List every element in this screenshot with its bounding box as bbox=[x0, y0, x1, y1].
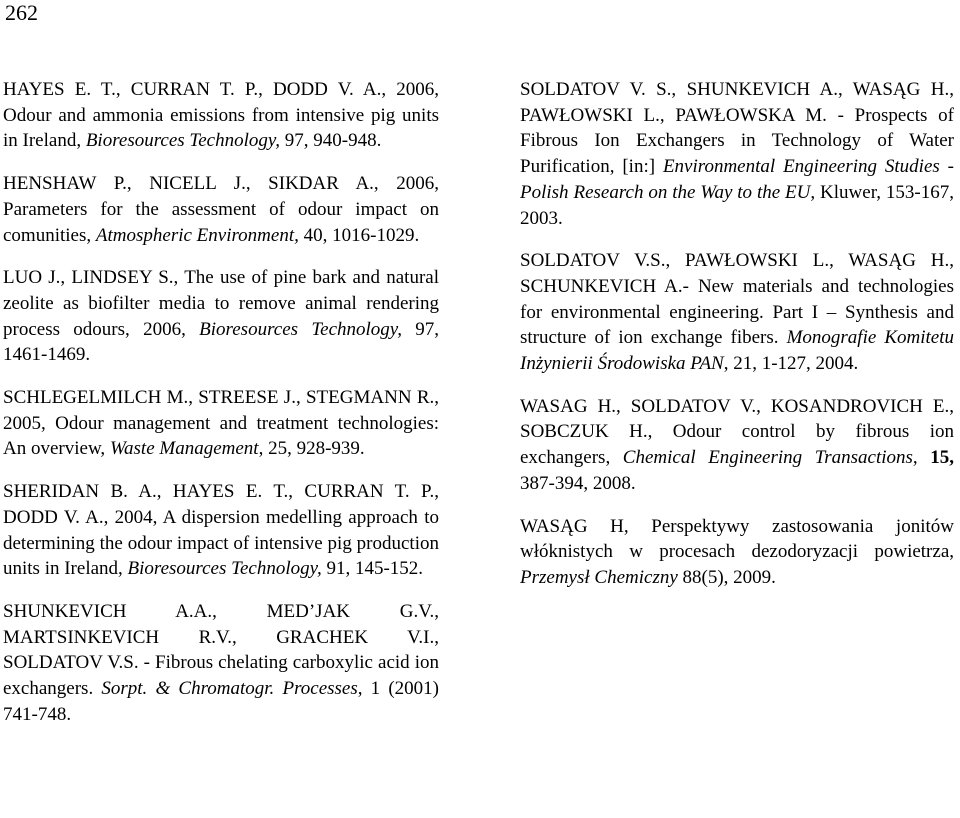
reference-soldatov-2003: SOLDATOV V. S., SHUNKEVICH A., WASĄG H., PAWŁOWSKI L., PAWŁOWSKA M. - Prospects of Fibrous Ion Exchangers in Technology of Water Purification, [in:] Environmental Engineering Studies - Polish Research on the Way to the EU, Kluwer, 153-167, 2003. bbox=[520, 79, 954, 229]
page-number: 262 bbox=[5, 0, 38, 25]
reference-soldatov-2004: SOLDATOV V.S., PAWŁOWSKI L., WASĄG H., SCHUNKEVICH A.- New materials and technologies for environmental engineering. Part I – Synthesis and structure of ion exchange fibers. Monografie Komitetu Inżynierii Środowiska PAN, 21, 1-127, 2004. bbox=[520, 250, 954, 375]
reference-schlegelmilch: SCHLEGELMILCH M., STREESE J., STEGMANN R., 2005, Odour management and treatment technologies: An overview, Waste Management, 25, 928-939. bbox=[3, 387, 439, 460]
references-right-column bbox=[520, 77, 954, 608]
reference-hayes: HAYES E. T., CURRAN T. P., DODD V. A., 2006, Odour and ammonia emissions from intensive pig units in Ireland, Bioresources Technology, 97, 940-948. bbox=[3, 79, 439, 152]
reference-sheridan: SHERIDAN B. A., HAYES E. T., CURRAN T. P., DODD V. A., 2004, A dispersion medelling approach to determining the odour impact of intensive pig production units in Ireland, Bioresources Technology, 91, 145-152. bbox=[3, 481, 439, 580]
reference-henshaw: HENSHAW P., NICELL J., SIKDAR A., 2006, Parameters for the assessment of odour impact on comunities, Atmospheric Environment, 40, 1016-1029. bbox=[3, 173, 439, 246]
reference-luo: LUO J., LINDSEY S., The use of pine bark and natural zeolite as biofilter media to remove animal rendering process odours, 2006, Bioresources Technology, 97, 1461-1469. bbox=[3, 267, 440, 366]
reference-wasag-2008: WASAG H., SOLDATOV V., KOSANDROVICH E., SOBCZUK H., Odour control by fibrous ion exchangers, Chemical Engineering Transactions, 15, 387-394, 2008. bbox=[520, 395, 954, 494]
reference-shunkevich: SHUNKEVICH A.A., MED’JAK G.V., MARTSINKEVICH R.V., GRACHEK V.I., SOLDATOV V.S. - Fibrous chelating carboxylic acid ion exchangers. Sorpt. & Chromatogr. Processes, 1 (2001) 741-748. bbox=[3, 600, 439, 725]
reference-wasag-2009: WASĄG H, Perspektywy zastosowania jonitów włóknistych w procesach dezodoryzacji powietrza, Przemysł Chemiczny 88(5), 2009. bbox=[520, 515, 954, 588]
references-left-column bbox=[3, 77, 439, 744]
